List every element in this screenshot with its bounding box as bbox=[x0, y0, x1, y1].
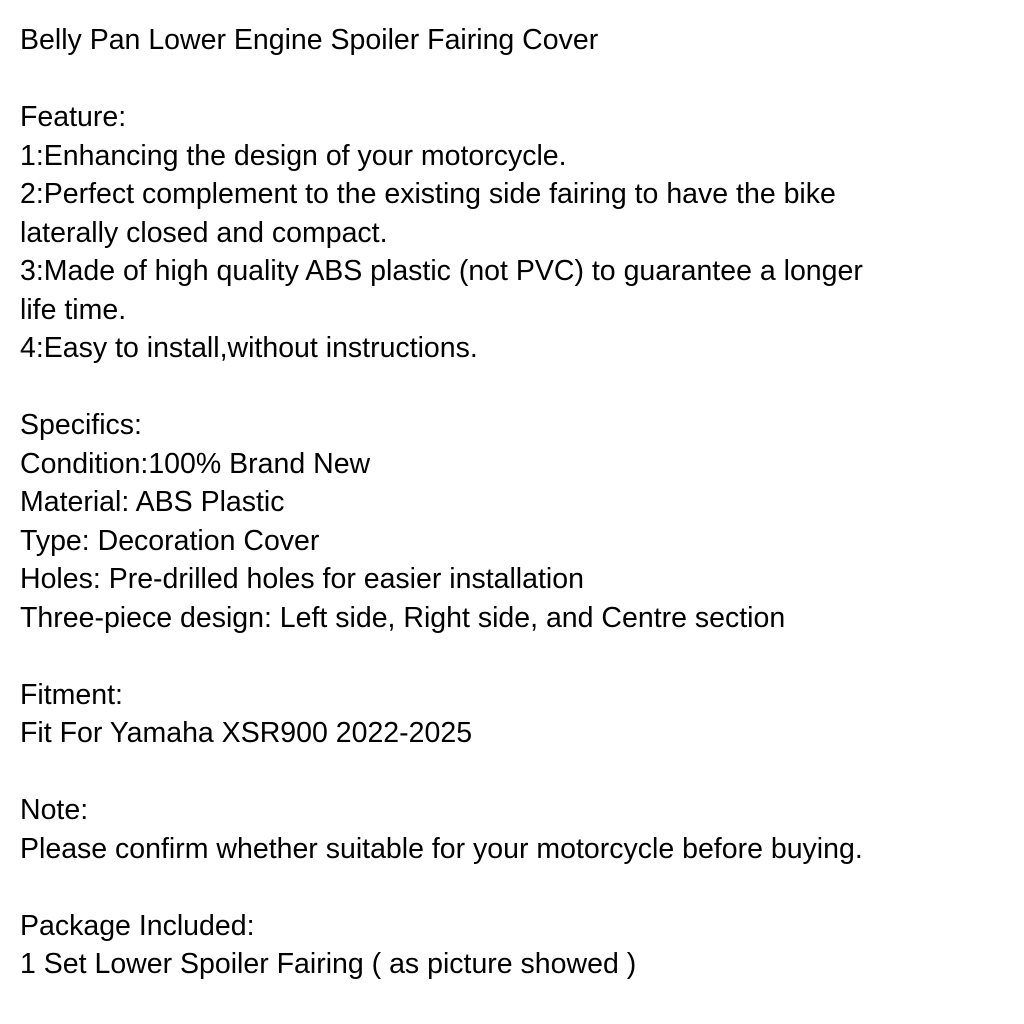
product-description bbox=[20, 21, 1010, 984]
fitment-section bbox=[20, 676, 1010, 753]
specifics-heading: Specifics: bbox=[20, 409, 142, 441]
specifics-line: Three-piece design: Left side, Right side, and Centre section bbox=[20, 601, 786, 634]
feature-line: life time. bbox=[20, 293, 127, 326]
feature-line: 1:Enhancing the design of your motorcycle. bbox=[20, 139, 567, 172]
feature-line: 2:Perfect complement to the existing side fairing to have the bike bbox=[20, 178, 836, 210]
spacer bbox=[20, 368, 1010, 407]
package-section bbox=[20, 907, 1010, 984]
note-line: Please confirm whether suitable for your motorcycle before buying. bbox=[20, 832, 863, 865]
specifics-line: Material: ABS Plastic bbox=[20, 486, 285, 518]
fitment-line: Fit For Yamaha XSR900 2022-2025 bbox=[20, 717, 473, 749]
specifics-section bbox=[20, 406, 1010, 637]
document-title: Belly Pan Lower Engine Spoiler Fairing Cover bbox=[20, 24, 599, 56]
feature-line: 4:Easy to install,without instructions. bbox=[20, 332, 478, 364]
spacer bbox=[20, 60, 1010, 99]
package-heading: Package Included: bbox=[20, 909, 255, 942]
specifics-line: Holes: Pre-drilled holes for easier installation bbox=[20, 563, 584, 595]
note-section bbox=[20, 791, 1010, 868]
feature-heading: Feature: bbox=[20, 101, 127, 133]
package-line: 1 Set Lower Spoiler Fairing ( as picture showed ) bbox=[20, 948, 637, 980]
fitment-heading: Fitment: bbox=[20, 678, 123, 711]
specifics-line: Type: Decoration Cover bbox=[20, 524, 320, 557]
spacer bbox=[20, 637, 1010, 676]
note-heading: Note: bbox=[20, 794, 89, 826]
spacer bbox=[20, 753, 1010, 792]
spacer bbox=[20, 868, 1010, 907]
feature-line: laterally closed and compact. bbox=[20, 216, 388, 249]
specifics-line: Condition:100% Brand New bbox=[20, 447, 371, 480]
feature-section bbox=[20, 98, 1010, 368]
feature-line: 3:Made of high quality ABS plastic (not PVC) to guarantee a longer bbox=[20, 255, 863, 287]
